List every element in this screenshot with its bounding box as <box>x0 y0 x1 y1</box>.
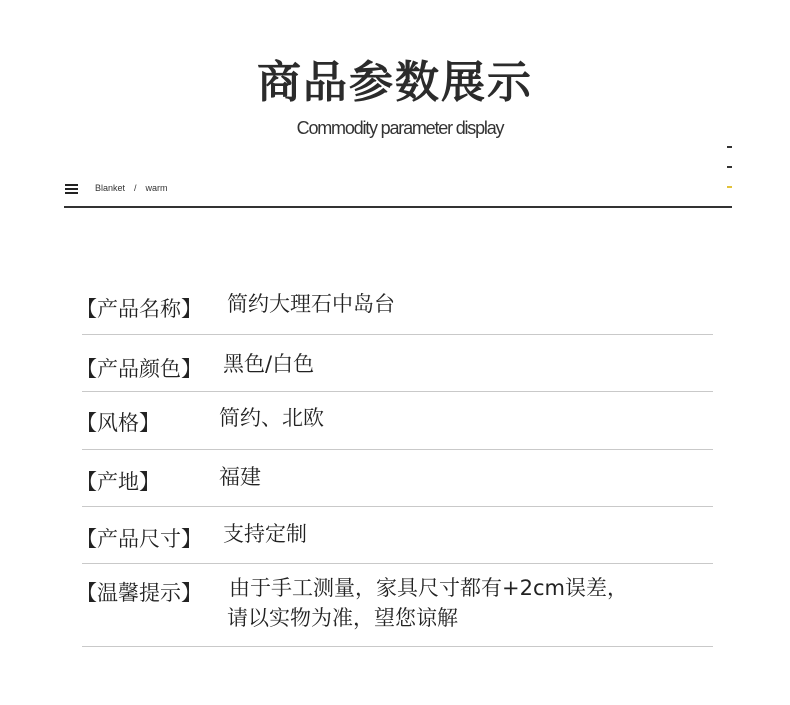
param-row-size <box>76 506 713 564</box>
param-value-line: 由于手工测量，家具尺寸都有+2cm误差， <box>229 576 628 600</box>
param-label: 【产品尺寸】 <box>76 527 202 551</box>
param-row-color <box>76 334 713 392</box>
param-row-origin <box>76 449 713 507</box>
breadcrumb <box>64 180 732 208</box>
param-value: 福建 <box>219 465 261 489</box>
param-label: 【产品名称】 <box>76 297 202 321</box>
breadcrumb-trail <box>95 183 168 193</box>
param-value: 支持定制 <box>223 522 307 546</box>
breadcrumb-item-blanket[interactable]: Blanket <box>95 183 126 193</box>
param-value: 简约、北欧 <box>219 406 324 430</box>
param-label: 【产地】 <box>76 470 160 494</box>
param-row-style <box>76 391 713 450</box>
param-label: 【产品颜色】 <box>76 357 202 381</box>
decor-dash <box>727 146 732 148</box>
decor-dash <box>727 166 732 168</box>
param-row-tips <box>76 563 713 647</box>
breadcrumb-separator: / <box>134 183 137 193</box>
menu-icon[interactable] <box>65 184 78 195</box>
param-value-line: 请以实物为准，望您谅解 <box>227 606 458 630</box>
param-value: 黑色/白色 <box>223 352 315 376</box>
param-row-name <box>76 276 713 335</box>
param-value: 简约大理石中岛台 <box>227 292 395 316</box>
breadcrumb-item-warm[interactable]: warm <box>145 183 168 193</box>
page-title: 商品参数展示 <box>257 57 533 108</box>
page-subtitle: Commodity parameter display <box>296 118 504 138</box>
param-label: 【风格】 <box>76 411 160 435</box>
param-label: 【温馨提示】 <box>76 581 202 605</box>
